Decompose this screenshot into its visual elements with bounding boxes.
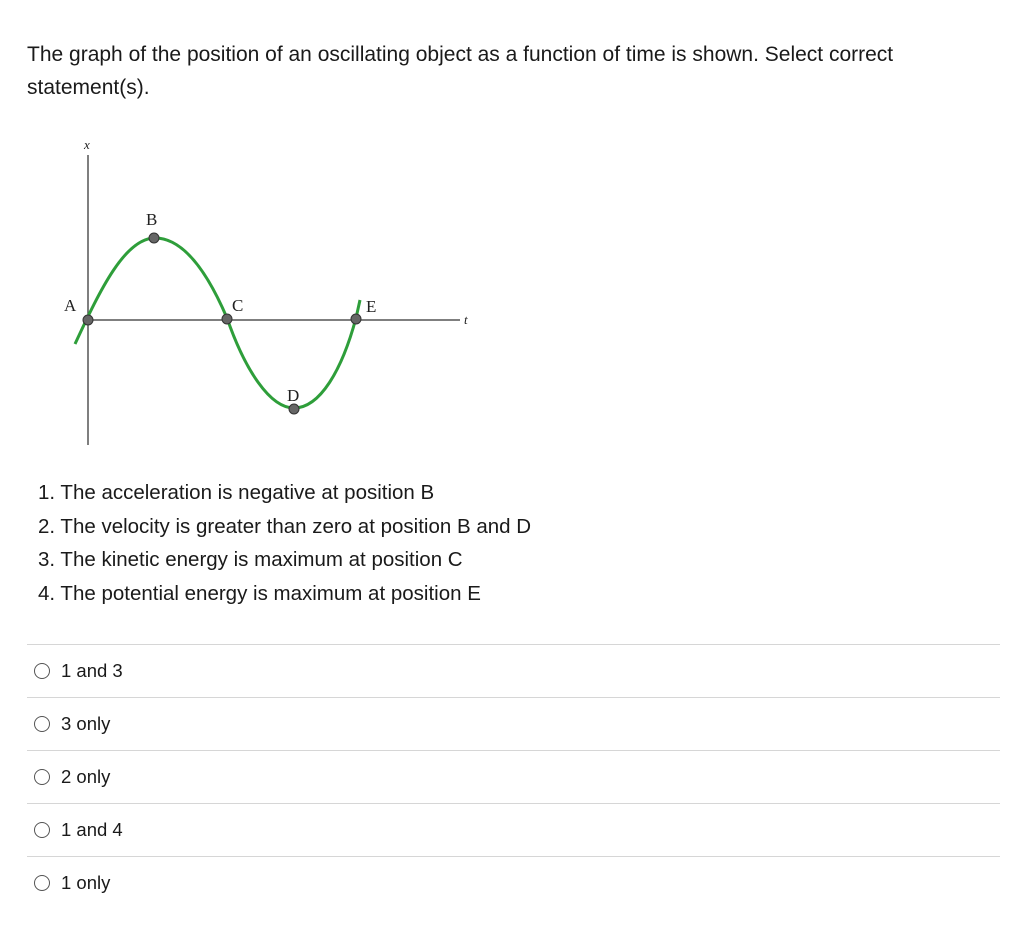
answer-label: 1 and 4	[61, 819, 123, 840]
statement-list	[38, 476, 531, 610]
answer-label: 2 only	[61, 766, 111, 787]
point-c-marker	[222, 314, 232, 324]
x-axis-label: x	[84, 137, 90, 152]
statement-item: 1. The acceleration is negative at position B	[38, 481, 435, 504]
radio-button[interactable]	[34, 663, 50, 679]
statement-item: 4. The potential energy is maximum at position E	[38, 581, 481, 605]
answer-options	[27, 644, 1000, 909]
point-e-label: E	[366, 297, 377, 316]
answer-option-1-only[interactable]	[27, 856, 1000, 909]
answer-option-3-only[interactable]	[27, 697, 1000, 750]
answer-label: 1 and 3	[61, 660, 123, 681]
point-e-marker	[351, 314, 361, 324]
answer-label: 1 only	[61, 872, 111, 893]
position-time-graph	[50, 130, 490, 455]
point-c-label: C	[232, 296, 244, 315]
answer-option-2-only[interactable]	[27, 750, 1000, 803]
answer-label: 3 only	[61, 713, 111, 734]
radio-button[interactable]	[34, 822, 50, 838]
answer-option-1-and-3[interactable]	[27, 644, 1000, 697]
statement-item: 3. The kinetic energy is maximum at position C	[38, 548, 463, 571]
radio-button[interactable]	[34, 716, 50, 732]
oscillation-curve	[75, 238, 360, 408]
point-b-label: B	[146, 210, 158, 229]
point-d-label: D	[287, 386, 300, 405]
radio-button[interactable]	[34, 769, 50, 785]
radio-button[interactable]	[34, 875, 50, 891]
point-b-marker	[149, 233, 159, 243]
t-axis-label: t	[464, 312, 468, 327]
statement-item: 2. The velocity is greater than zero at position B and D	[38, 514, 532, 538]
point-a-label: A	[64, 296, 77, 315]
point-a-marker	[83, 315, 93, 325]
point-d-marker	[289, 404, 299, 414]
answer-option-1-and-4[interactable]	[27, 803, 1000, 856]
question-text: The graph of the position of an oscillating object as a function of time is shown. Select correct statement(s).	[27, 43, 894, 99]
